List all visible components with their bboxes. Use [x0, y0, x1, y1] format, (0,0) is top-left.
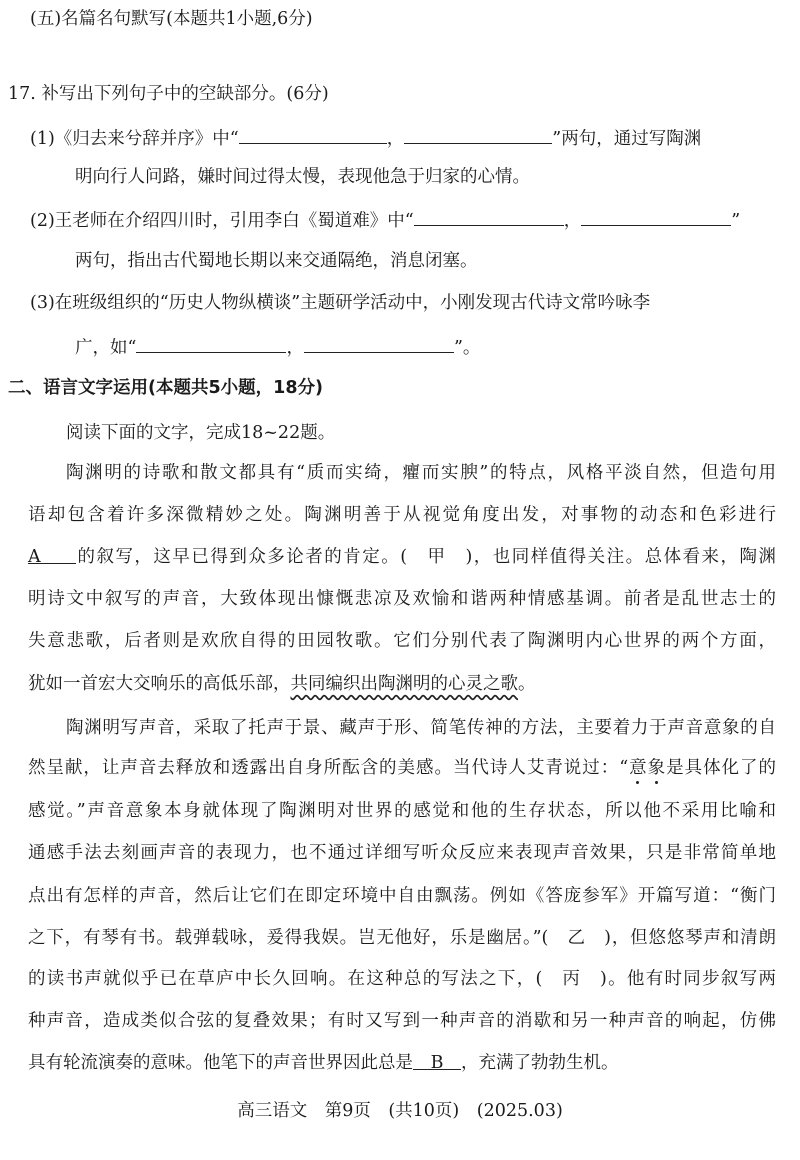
blank-b: B — [413, 1050, 461, 1070]
text: ， — [386, 129, 405, 149]
text: (1)《归去来兮辞并序》中“ — [30, 129, 239, 149]
text: ， — [563, 211, 582, 231]
answer-blank[interactable] — [581, 206, 731, 226]
text: 的叙写，这早已得到众多论者的肯定。( 甲 )，也同样值得关注。总体看来，陶渊 — [76, 547, 776, 567]
passage-line: 陶渊明的诗歌和散文都具有“质而实绮，癯而实腴”的特点，风格平淡自然，但造句用 — [66, 463, 776, 483]
answer-blank[interactable] — [414, 206, 564, 226]
question-17-part-3-cont — [75, 333, 480, 361]
passage-line: 感觉。”声音意象本身就体现了陶渊明对世界的感觉和他的生存状态，所以他不采用比喻和 — [28, 801, 776, 821]
text: 。 — [518, 674, 536, 694]
passage-line: 之下，有琴有书。载弹载咏，爰得我娱。岂无他好，乐是幽居。”( 乙 )，但悠悠琴声和清朗 — [28, 928, 776, 948]
passage-line — [28, 544, 776, 570]
question-17-stem: 17. 补写出下列句子中的空缺部分。(6分) — [8, 84, 329, 104]
passage-line — [28, 1050, 619, 1076]
answer-blank[interactable] — [304, 333, 454, 353]
text: ”两句，通过写陶渊 — [552, 129, 702, 149]
passage-line: 失意悲歌，后者则是欢欣自得的田园牧歌。它们分别代表了陶渊明内心世界的两个方面， — [28, 631, 776, 651]
passage-line — [28, 671, 536, 697]
passage-line: 种声音，造成类似合弦的复叠效果；有时又写到一种声音的消歇和另一种声音的响起，仿佛 — [28, 1011, 776, 1031]
text: 是具体化了的 — [666, 758, 777, 778]
answer-blank[interactable] — [136, 333, 286, 353]
text: 广，如“ — [75, 338, 137, 358]
reading-instruction: 阅读下面的文字，完成18~22题。 — [66, 423, 336, 443]
passage-line: 明诗文中叙写的声音，大致体现出慷慨悲凉及欢愉和谐两种情感基调。前者是乱世志士的 — [28, 589, 776, 609]
passage-line: 的读书声就似乎已在草庐中长久回响。在这种总的写法之下，( 丙 )。他有时同步叙写两 — [28, 969, 776, 989]
answer-blank[interactable] — [239, 124, 387, 144]
passage-line: 语却包含着许多深微精妙之处。陶渊明善于从视觉角度出发，对事物的动态和色彩进行 — [28, 505, 776, 525]
text: 然呈献，让声音去释放和透露出自身所酝含的美感。当代诗人艾青说过：“ — [28, 758, 629, 778]
emphasis-dot-char: 象 — [647, 758, 667, 778]
section-title: (五)名篇名句默写(本题共1小题,6分) — [30, 9, 313, 29]
text: ”。 — [453, 338, 481, 358]
question-17-part-1-cont: 明向行人问路，嫌时间过得太慢，表现他急于归家的心情。 — [75, 167, 530, 187]
question-17-part-3: (3)在班级组织的“历史人物纵横谈”主题研学活动中，小刚发现古代诗文常吟咏李 — [30, 293, 651, 313]
text: 犹如一首宏大交响乐的高低乐部， — [28, 674, 291, 694]
question-17-part-2-cont: 两句，指出古代蜀地长期以来交通隔绝，消息闭塞。 — [75, 251, 478, 271]
passage-line — [28, 755, 776, 781]
question-17-part-2 — [30, 206, 740, 234]
wavy-underlined-sentence: 共同编织出陶渊明的心灵之歌 — [290, 674, 518, 694]
emphasis-dot-char: 意 — [628, 758, 648, 778]
answer-blank[interactable] — [404, 124, 552, 144]
passage-line: 点出有怎样的声音，然后让它们在即定环境中自由飘荡。例如《答庞参军》开篇写道：“衡门 — [28, 886, 776, 906]
section-2-title: 二、语言文字运用(本题共5小题，18分) — [8, 378, 324, 398]
page-footer: 高三语文 第9页 (共10页) (2025.03) — [237, 1101, 563, 1121]
passage-line: 通感手法去刻画声音的表现力，也不通过详细写听众反应来表现声音效果，只是非常简单地 — [28, 843, 776, 863]
text: (2)王老师在介绍四川时，引用李白《蜀道难》中“ — [30, 211, 414, 231]
blank-a: A — [28, 544, 76, 564]
text: ， — [286, 338, 304, 358]
passage-line: 陶渊明写声音，采取了托声于景、藏声于形、简笔传神的方法，主要着力于声音意象的自 — [66, 718, 776, 738]
text: 具有轮流演奏的意味。他笔下的声音世界因此总是 — [28, 1053, 413, 1073]
question-17-part-1 — [30, 124, 701, 152]
text: ” — [731, 211, 741, 231]
text: ，充满了勃勃生机。 — [461, 1053, 619, 1073]
